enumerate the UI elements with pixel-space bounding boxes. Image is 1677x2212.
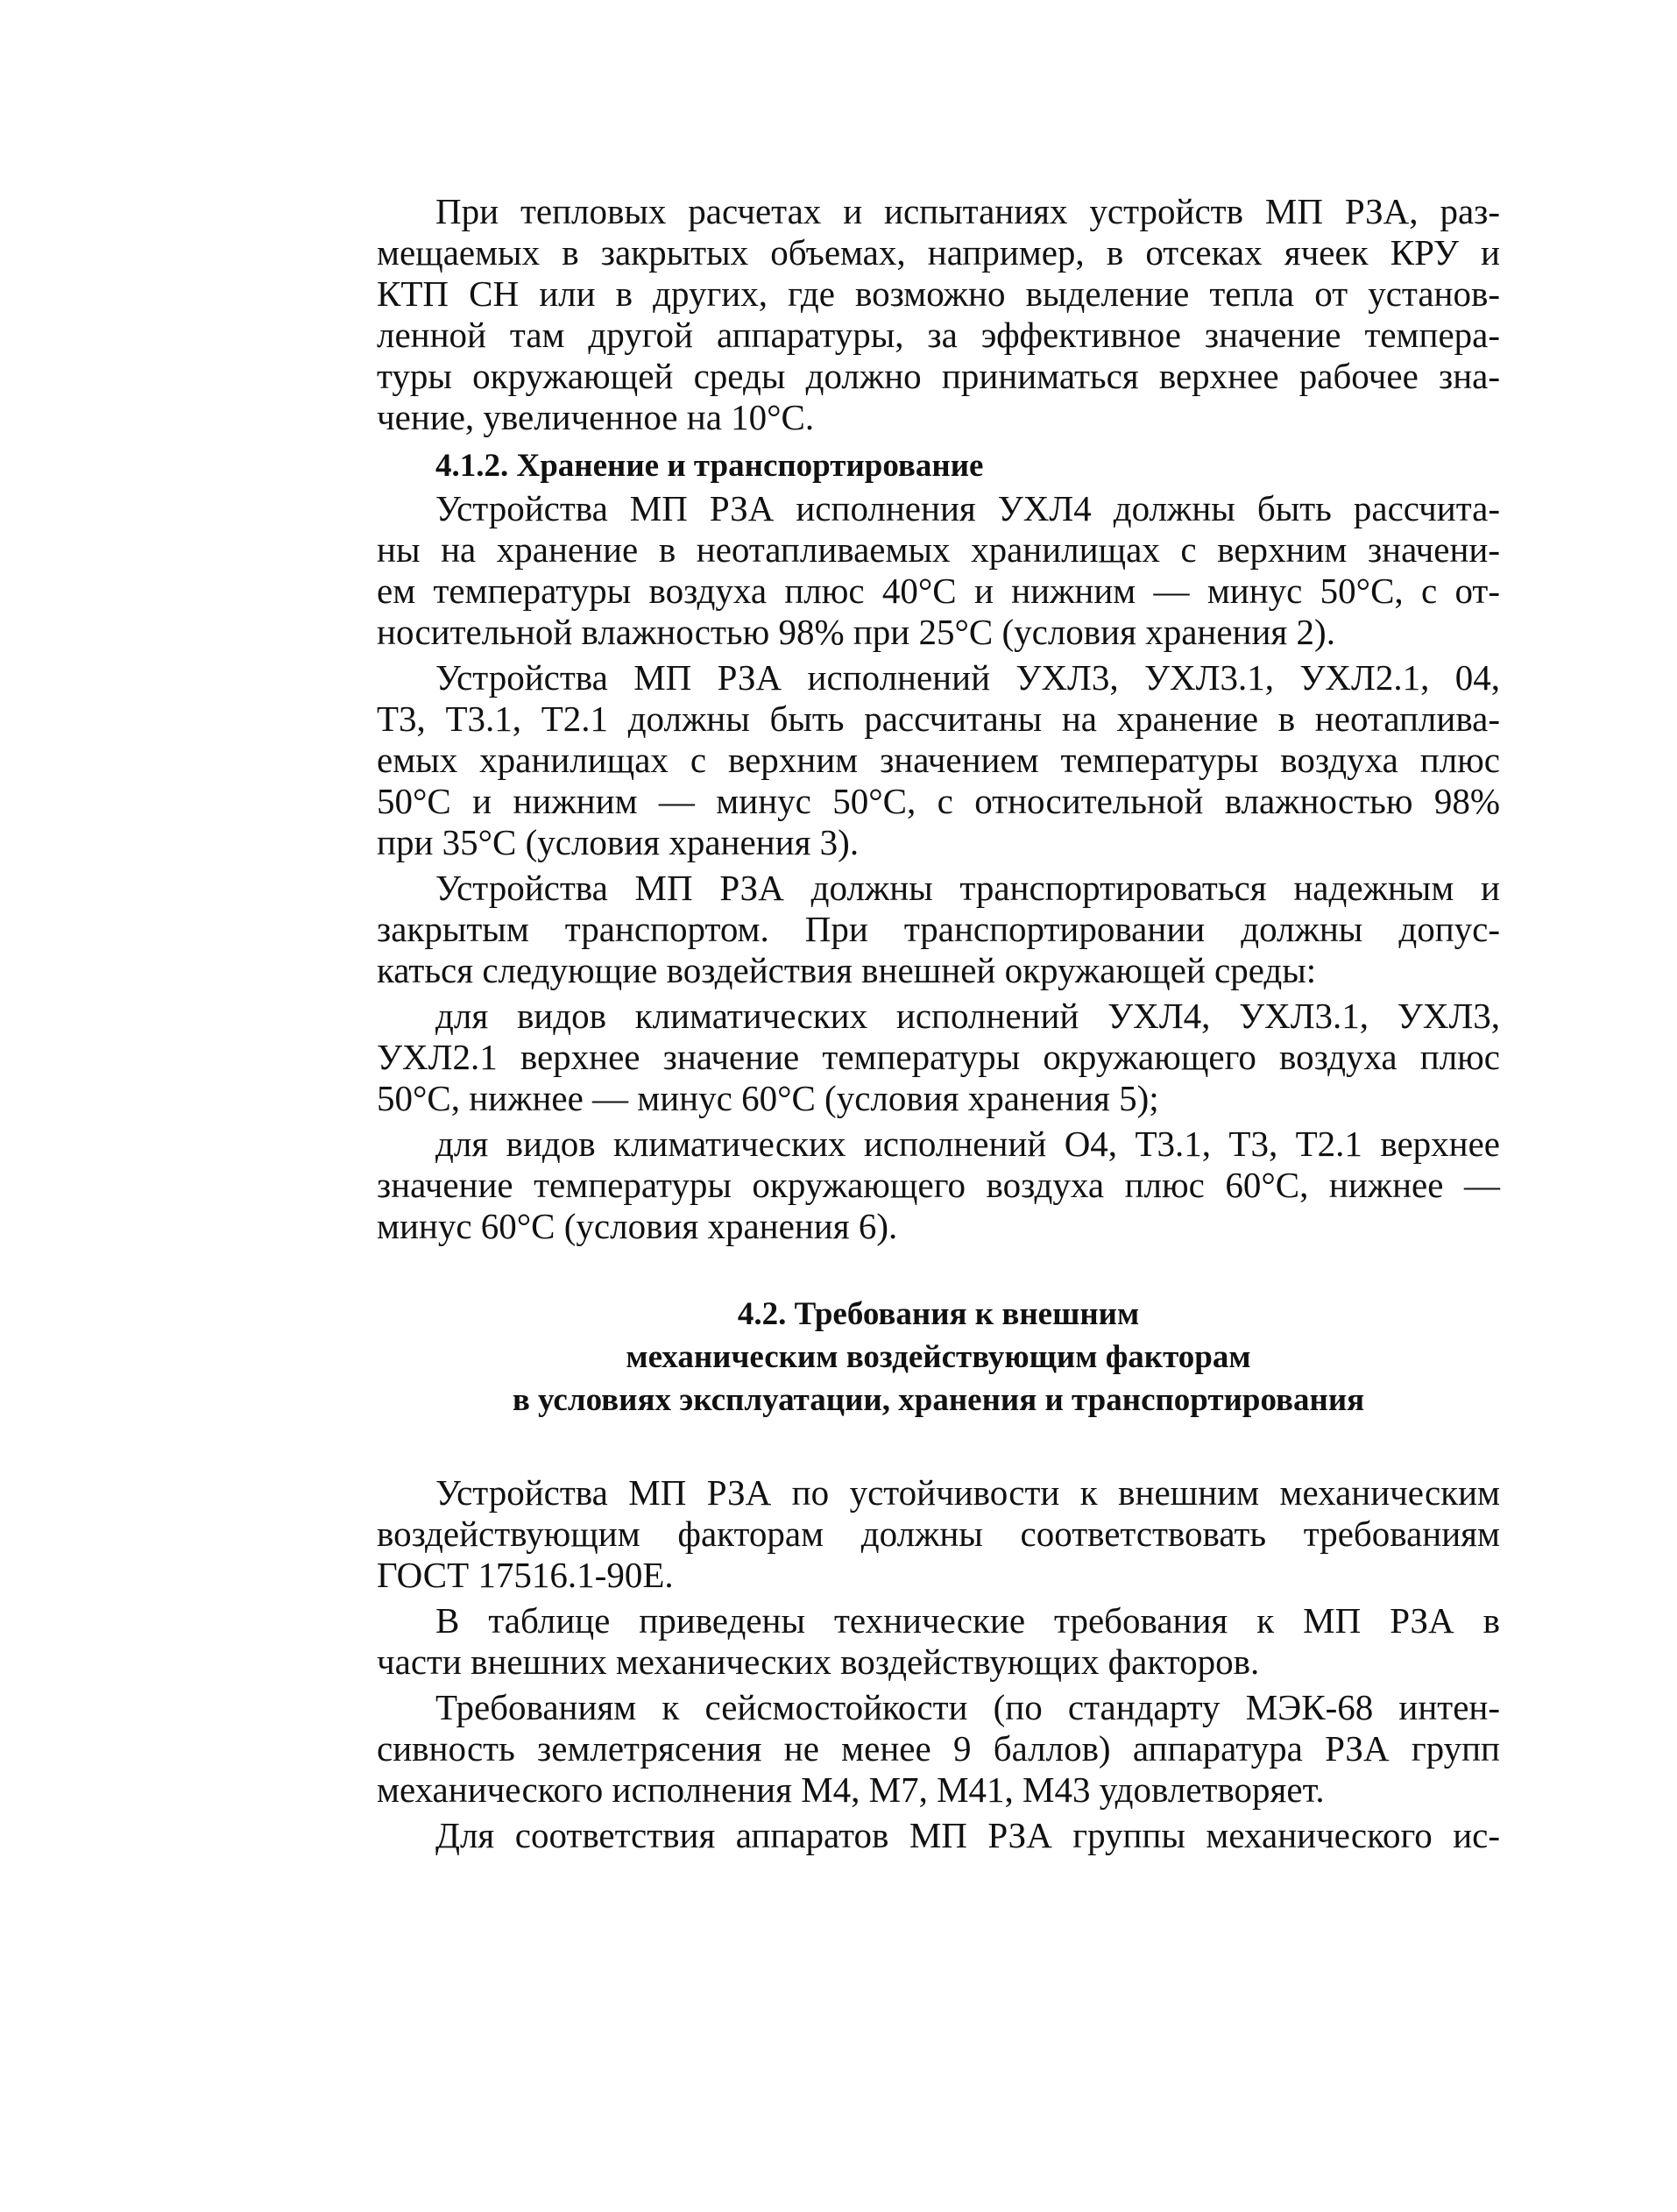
text-line: для видов климатических исполнений УХЛ4, УХЛ3.1, УХЛ3, bbox=[435, 996, 1500, 1036]
text-line: УХЛ2.1 верхнее значение температуры окружающего воздуха плюс bbox=[377, 1037, 1500, 1077]
text-line: механического исполнения М4, М7, М41, М43 удовлетворяет. bbox=[377, 1769, 1325, 1810]
text-line: Для соответствия аппаратов МП РЗА группы механического ис- bbox=[435, 1815, 1500, 1855]
text-line: закрытым транспортом. При транспортировании должны допус- bbox=[377, 909, 1500, 949]
paragraph-seismic bbox=[377, 1687, 1500, 1811]
heading-line: 4.2. Требования к внешним bbox=[737, 1296, 1140, 1332]
paragraph-storage-uhl3 bbox=[377, 657, 1500, 863]
text-line: емых хранилищах с верхним значением температуры воздуха плюс bbox=[377, 740, 1500, 780]
text-line: Устройства МП РЗА исполнения УХЛ4 должны быть рассчита- bbox=[435, 488, 1500, 528]
text-line: Устройства МП РЗА по устойчивости к внешним механическим bbox=[435, 1472, 1500, 1513]
text-line: При тепловых расчетах и испытаниях устройств МП РЗА, раз- bbox=[435, 191, 1500, 231]
text-line: Устройства МП РЗА исполнений УХЛ3, УХЛ3.1, УХЛ2.1, 04, bbox=[435, 657, 1500, 698]
text-line: Требованиям к сейсмостойкости (по стандарту МЭК-68 интен- bbox=[435, 1687, 1500, 1727]
text-line: мещаемых в закрытых объемах, например, в отсеках ячеек КРУ и bbox=[377, 232, 1500, 273]
text-line: 50°С, нижнее — минус 60°С (условия хранения 5); bbox=[377, 1078, 1159, 1118]
heading-line: механическим воздействующим факторам bbox=[626, 1339, 1251, 1375]
paragraph-storage-uhl4 bbox=[377, 488, 1500, 653]
paragraph-thermal-calculations bbox=[377, 191, 1500, 438]
paragraph-gost-requirements bbox=[377, 1472, 1500, 1596]
heading-line: в условиях эксплуатации, хранения и транспортирования bbox=[512, 1382, 1365, 1418]
text-line: ем температуры воздуха плюс 40°С и нижним — минус 50°С, с от- bbox=[377, 571, 1500, 611]
document-page bbox=[377, 191, 1500, 1856]
subsection-heading-4-1-2: 4.1.2. Хранение и транспортирование bbox=[435, 448, 984, 484]
text-line: В таблице приведены технические требования к МП РЗА в bbox=[435, 1600, 1500, 1641]
text-line: сивность землетрясения не менее 9 баллов) аппаратура РЗА групп bbox=[377, 1728, 1500, 1769]
text-line: при 35°С (условия хранения 3). bbox=[377, 822, 860, 862]
text-line: каться следующие воздействия внешней окружающей среды: bbox=[377, 950, 1317, 990]
text-line: туры окружающей среды должно приниматься верхнее рабочее зна- bbox=[377, 356, 1500, 396]
paragraph-table-reference bbox=[377, 1600, 1500, 1683]
text-line: минус 60°С (условия хранения 6). bbox=[377, 1206, 898, 1246]
text-line: части внешних механических воздействующих факторов. bbox=[377, 1641, 1260, 1682]
text-line: чение, увеличенное на 10°С. bbox=[377, 397, 815, 437]
text-line: КТП СН или в других, где возможно выделение тепла от установ- bbox=[377, 273, 1500, 314]
text-line: ны на хранение в неотапливаемых хранилищах с верхним значени- bbox=[377, 529, 1500, 570]
text-line: ленной там другой аппаратуры, за эффективное значение темпера- bbox=[377, 315, 1500, 355]
text-line: носительной влажностью 98% при 25°С (условия хранения 2). bbox=[377, 612, 1335, 652]
text-line: воздействующим факторам должны соответствовать требованиям bbox=[377, 1514, 1500, 1554]
paragraph-transportation bbox=[377, 868, 1500, 991]
text-line: Устройства МП РЗА должны транспортироваться надежным и bbox=[435, 868, 1500, 908]
section-heading-4-2 bbox=[377, 1293, 1500, 1421]
text-line: для видов климатических исполнений О4, Т3.1, Т3, Т2.1 верхнее bbox=[435, 1124, 1500, 1164]
text-line: значение температуры окружающего воздуха плюс 60°С, нижнее — bbox=[377, 1165, 1500, 1205]
text-line: 50°С и нижним — минус 50°С, с относительной влажностью 98% bbox=[377, 781, 1500, 821]
paragraph-climatic-uhl bbox=[377, 996, 1500, 1119]
paragraph-climatic-o4-t bbox=[377, 1124, 1500, 1247]
text-line: Т3, Т3.1, Т2.1 должны быть рассчитаны на хранение в неотаплива- bbox=[377, 698, 1500, 739]
text-line: ГОСТ 17516.1-90Е. bbox=[377, 1555, 674, 1595]
paragraph-compliance bbox=[377, 1815, 1500, 1856]
